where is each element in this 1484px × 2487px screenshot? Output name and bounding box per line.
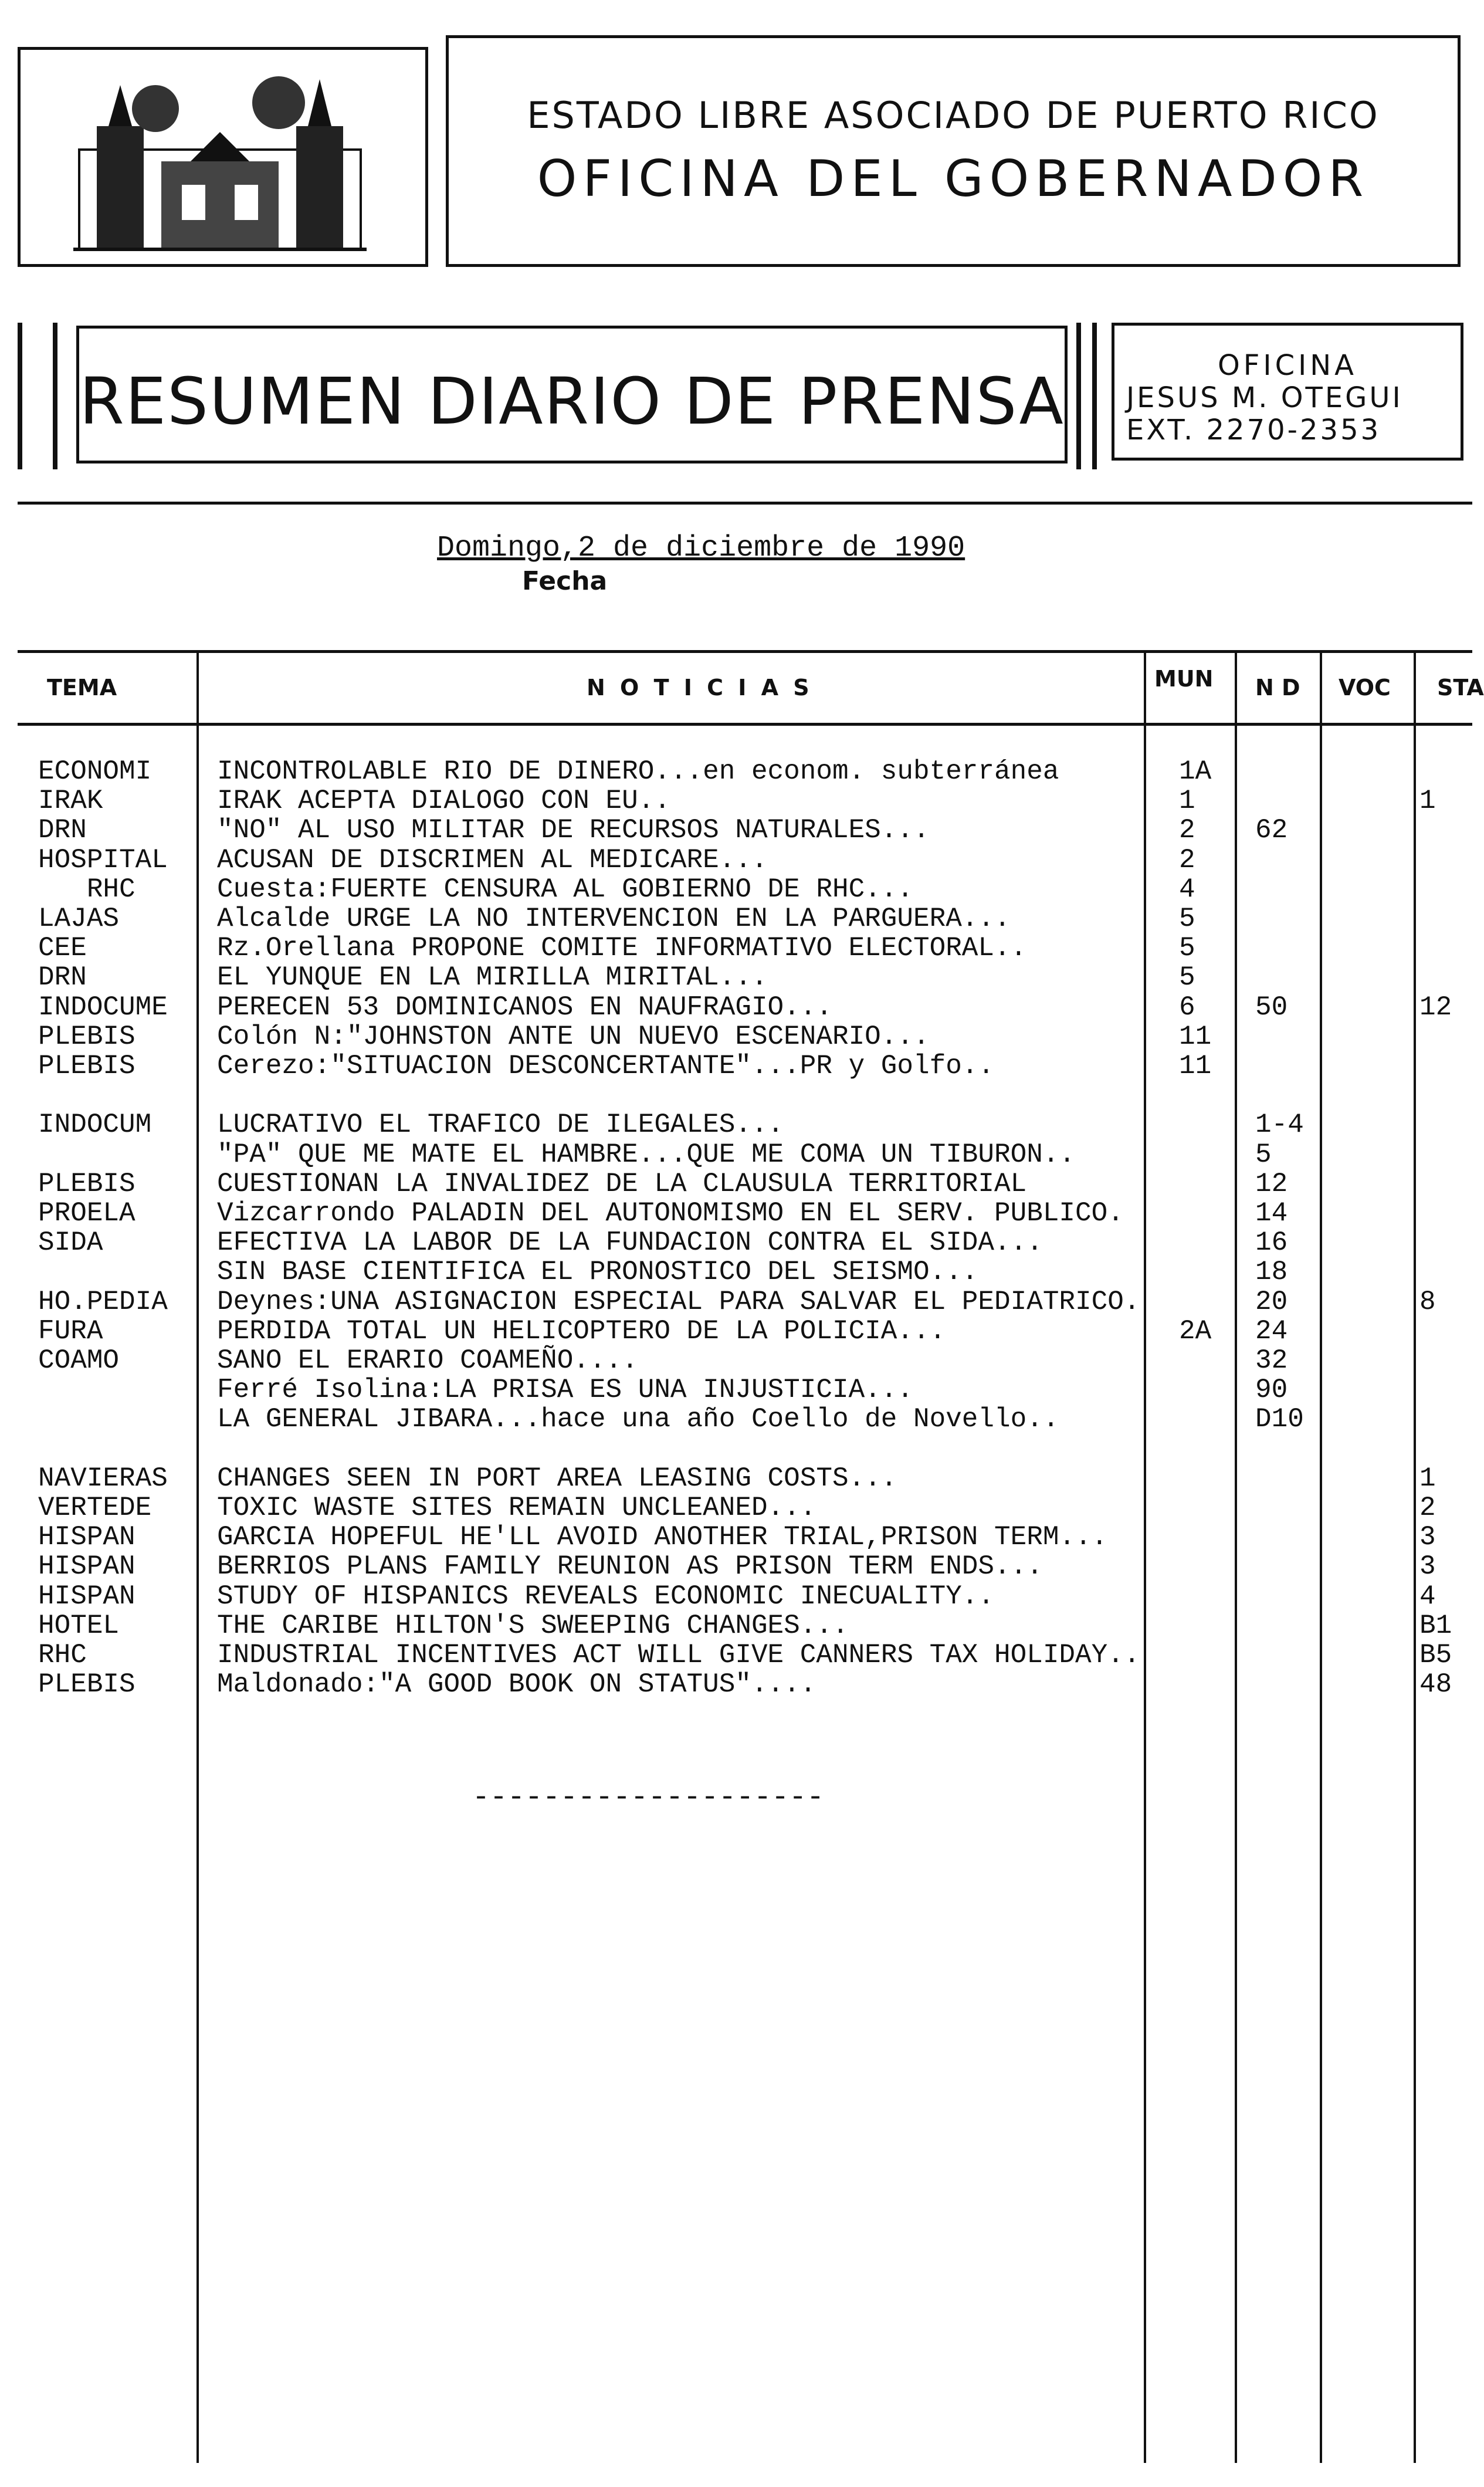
row-mun: 5 [1179, 933, 1195, 964]
table-header-rule [18, 723, 1472, 726]
office-contact-box [1112, 323, 1463, 461]
row-mun: 5 [1179, 904, 1195, 934]
col-divider-mun [1235, 650, 1237, 2463]
row-tema: HO.PEDIA [38, 1286, 168, 1317]
title-right-rule-1 [1076, 323, 1081, 469]
col-header-tema: TEMA [47, 675, 117, 701]
title-left-rule-2 [53, 323, 57, 469]
logo-box [18, 47, 428, 267]
row-noticia: Colón N:"JOHNSTON ANTE UN NUEVO ESCENARIO... [217, 1021, 930, 1052]
row-nd: 16 [1255, 1227, 1288, 1258]
row-noticia: EL YUNQUE EN LA MIRILLA MIRITAL... [217, 962, 768, 993]
row-mun: 6 [1179, 992, 1195, 1023]
row-tema: PLEBIS [38, 1021, 135, 1052]
row-tema: VERTEDE [38, 1493, 152, 1523]
row-noticia: GARCIA HOPEFUL HE'LL AVOID ANOTHER TRIAL,PRISON TERM... [217, 1522, 1108, 1553]
row-tema: SIDA [38, 1227, 103, 1258]
col-divider-tema [196, 650, 199, 2463]
row-tema: PLEBIS [38, 1669, 135, 1700]
row-nd: 1-4 [1255, 1109, 1304, 1141]
col-header-nd: N D [1255, 675, 1300, 701]
row-noticia: STUDY OF HISPANICS REVEALS ECONOMIC INECUALITY.. [217, 1581, 995, 1612]
col-header-mun: MUN [1154, 666, 1214, 692]
row-noticia: CHANGES SEEN IN PORT AREA LEASING COSTS... [217, 1463, 897, 1494]
row-tema: INDOCUM [38, 1109, 152, 1141]
row-tema: HISPAN [38, 1551, 135, 1582]
row-noticia: Alcalde URGE LA NO INTERVENCION EN LA PARGUERA... [217, 904, 1011, 934]
row-star: 2 [1419, 1493, 1436, 1523]
row-star: 3 [1419, 1522, 1436, 1553]
row-noticia: INCONTROLABLE RIO DE DINERO...en econom. subterránea [217, 756, 1059, 787]
row-nd: 62 [1255, 815, 1288, 846]
col-header-noticias: N O T I C I A S [587, 675, 813, 701]
row-star: 1 [1419, 786, 1436, 817]
row-nd: 18 [1255, 1257, 1288, 1288]
office-ext: EXT. 2270-2353 [1126, 414, 1381, 446]
row-tema: HISPAN [38, 1522, 135, 1553]
row-noticia: Cerezo:"SITUACION DESCONCERTANTE"...PR y Golfo.. [217, 1051, 995, 1081]
row-noticia: INDUSTRIAL INCENTIVES ACT WILL GIVE CANNERS TAX HOLIDAY.. [217, 1640, 1140, 1670]
row-noticia: IRAK ACEPTA DIALOGO CON EU.. [217, 786, 670, 817]
row-noticia: "PA" QUE ME MATE EL HAMBRE...QUE ME COMA UN TIBURON.. [217, 1139, 1076, 1170]
row-tema: PROELA [38, 1198, 135, 1229]
row-noticia: PERECEN 53 DOMINICANOS EN NAUFRAGIO... [217, 992, 832, 1023]
row-tema: HISPAN [38, 1581, 135, 1612]
header-divider [18, 502, 1472, 505]
row-mun: 2A [1179, 1315, 1212, 1346]
row-noticia: LUCRATIVO EL TRAFICO DE ILEGALES... [217, 1109, 784, 1141]
row-tema: NAVIERAS [38, 1463, 168, 1494]
row-tema: HOTEL [38, 1610, 120, 1641]
col-divider-voc [1414, 650, 1416, 2463]
row-nd: 24 [1255, 1315, 1288, 1346]
row-tema: PLEBIS [38, 1051, 135, 1081]
row-tema: DRN [38, 962, 87, 993]
row-mun: 2 [1179, 844, 1195, 875]
col-header-voc: VOC [1339, 675, 1391, 701]
row-noticia: PERDIDA TOTAL UN HELICOPTERO DE LA POLICIA... [217, 1315, 946, 1346]
row-noticia: Ferré Isolina:LA PRISA ES UNA INJUSTICIA... [217, 1375, 913, 1406]
col-divider-nd [1320, 650, 1322, 2463]
row-tema: RHC [38, 1640, 87, 1670]
row-noticia: LA GENERAL JIBARA...hace una año Coello de Novello.. [217, 1404, 1059, 1435]
row-nd: 20 [1255, 1286, 1288, 1317]
row-noticia: ACUSAN DE DISCRIMEN AL MEDICARE... [217, 844, 768, 875]
row-mun: 2 [1179, 815, 1195, 846]
row-noticia: Rz.Orellana PROPONE COMITE INFORMATIVO ELECTORAL.. [217, 933, 1027, 964]
date-value: Domingo,2 de diciembre de 1990 [437, 532, 965, 565]
row-nd: 12 [1255, 1168, 1288, 1199]
row-noticia: THE CARIBE HILTON'S SWEEPING CHANGES... [217, 1610, 849, 1641]
row-mun: 1A [1179, 756, 1212, 787]
row-noticia: Maldonado:"A GOOD BOOK ON STATUS".... [217, 1669, 816, 1700]
row-star: 12 [1419, 992, 1452, 1023]
header-line1: ESTADO LIBRE ASOCIADO DE PUERTO RICO [527, 94, 1380, 137]
row-noticia: "NO" AL USO MILITAR DE RECURSOS NATURALES... [217, 815, 930, 846]
header-line2: OFICINA DEL GOBERNADOR [537, 150, 1370, 208]
row-star: B5 [1419, 1640, 1452, 1670]
row-nd: 50 [1255, 992, 1288, 1023]
title-right-rule-2 [1092, 323, 1097, 469]
date-label: Fecha [522, 566, 608, 596]
office-name: JESUS M. OTEGUI [1126, 381, 1403, 414]
row-noticia: CUESTIONAN LA INVALIDEZ DE LA CLAUSULA TERRITORIAL [217, 1168, 1027, 1199]
row-star: 4 [1419, 1581, 1436, 1612]
col-divider-noticias [1144, 650, 1146, 2463]
row-star: 3 [1419, 1551, 1436, 1582]
row-tema: DRN [38, 815, 87, 846]
row-tema: ECONOMI [38, 756, 152, 787]
row-tema: INDOCUME [38, 992, 168, 1023]
table-top-rule [18, 650, 1472, 653]
title-box [76, 326, 1068, 463]
row-noticia: Vizcarrondo PALADIN DEL AUTONOMISMO EN EL SERV. PUBLICO. [217, 1198, 1124, 1229]
office-header-box [446, 35, 1461, 267]
row-tema: CEE [38, 933, 87, 964]
office-label: OFICINA [1218, 349, 1357, 382]
row-nd: 5 [1255, 1139, 1272, 1170]
row-noticia: BERRIOS PLANS FAMILY REUNION AS PRISON TERM ENDS... [217, 1551, 1043, 1582]
row-noticia: Deynes:UNA ASIGNACION ESPECIAL PARA SALVAR EL PEDIATRICO. [217, 1286, 1140, 1317]
row-star: 48 [1419, 1669, 1452, 1700]
row-nd: 14 [1255, 1198, 1288, 1229]
row-mun: 1 [1179, 786, 1195, 817]
row-noticia: Cuesta:FUERTE CENSURA AL GOBIERNO DE RHC... [217, 874, 913, 905]
row-tema: LAJAS [38, 904, 120, 934]
palace-logo-image [73, 62, 367, 255]
row-noticia: SANO EL ERARIO COAMEÑO.... [217, 1345, 638, 1376]
page-title: RESUMEN DIARIO DE PRENSA [79, 364, 1065, 439]
row-mun: 11 [1179, 1051, 1212, 1081]
title-left-rule-1 [18, 323, 22, 469]
row-nd: 90 [1255, 1375, 1288, 1406]
row-noticia: EFECTIVA LA LABOR DE LA FUNDACION CONTRA EL SIDA... [217, 1227, 1043, 1258]
row-star: B1 [1419, 1610, 1452, 1641]
row-mun: 5 [1179, 962, 1195, 993]
row-nd: 32 [1255, 1345, 1288, 1376]
footer-dashes: -------------------- [472, 1781, 825, 1815]
row-tema: HOSPITAL [38, 844, 168, 875]
row-mun: 11 [1179, 1021, 1212, 1052]
row-star: 1 [1419, 1463, 1436, 1494]
row-tema: COAMO [38, 1345, 120, 1376]
row-tema: FURA [38, 1315, 103, 1346]
row-mun: 4 [1179, 874, 1195, 905]
row-tema: IRAK [38, 786, 103, 817]
row-tema: PLEBIS [38, 1168, 135, 1199]
row-tema: RHC [38, 874, 135, 905]
col-header-star: STA [1437, 675, 1484, 701]
row-noticia: SIN BASE CIENTIFICA EL PRONOSTICO DEL SEISMO... [217, 1257, 978, 1288]
row-star: 8 [1419, 1286, 1436, 1317]
row-nd: D10 [1255, 1404, 1304, 1435]
row-noticia: TOXIC WASTE SITES REMAIN UNCLEANED... [217, 1493, 816, 1523]
